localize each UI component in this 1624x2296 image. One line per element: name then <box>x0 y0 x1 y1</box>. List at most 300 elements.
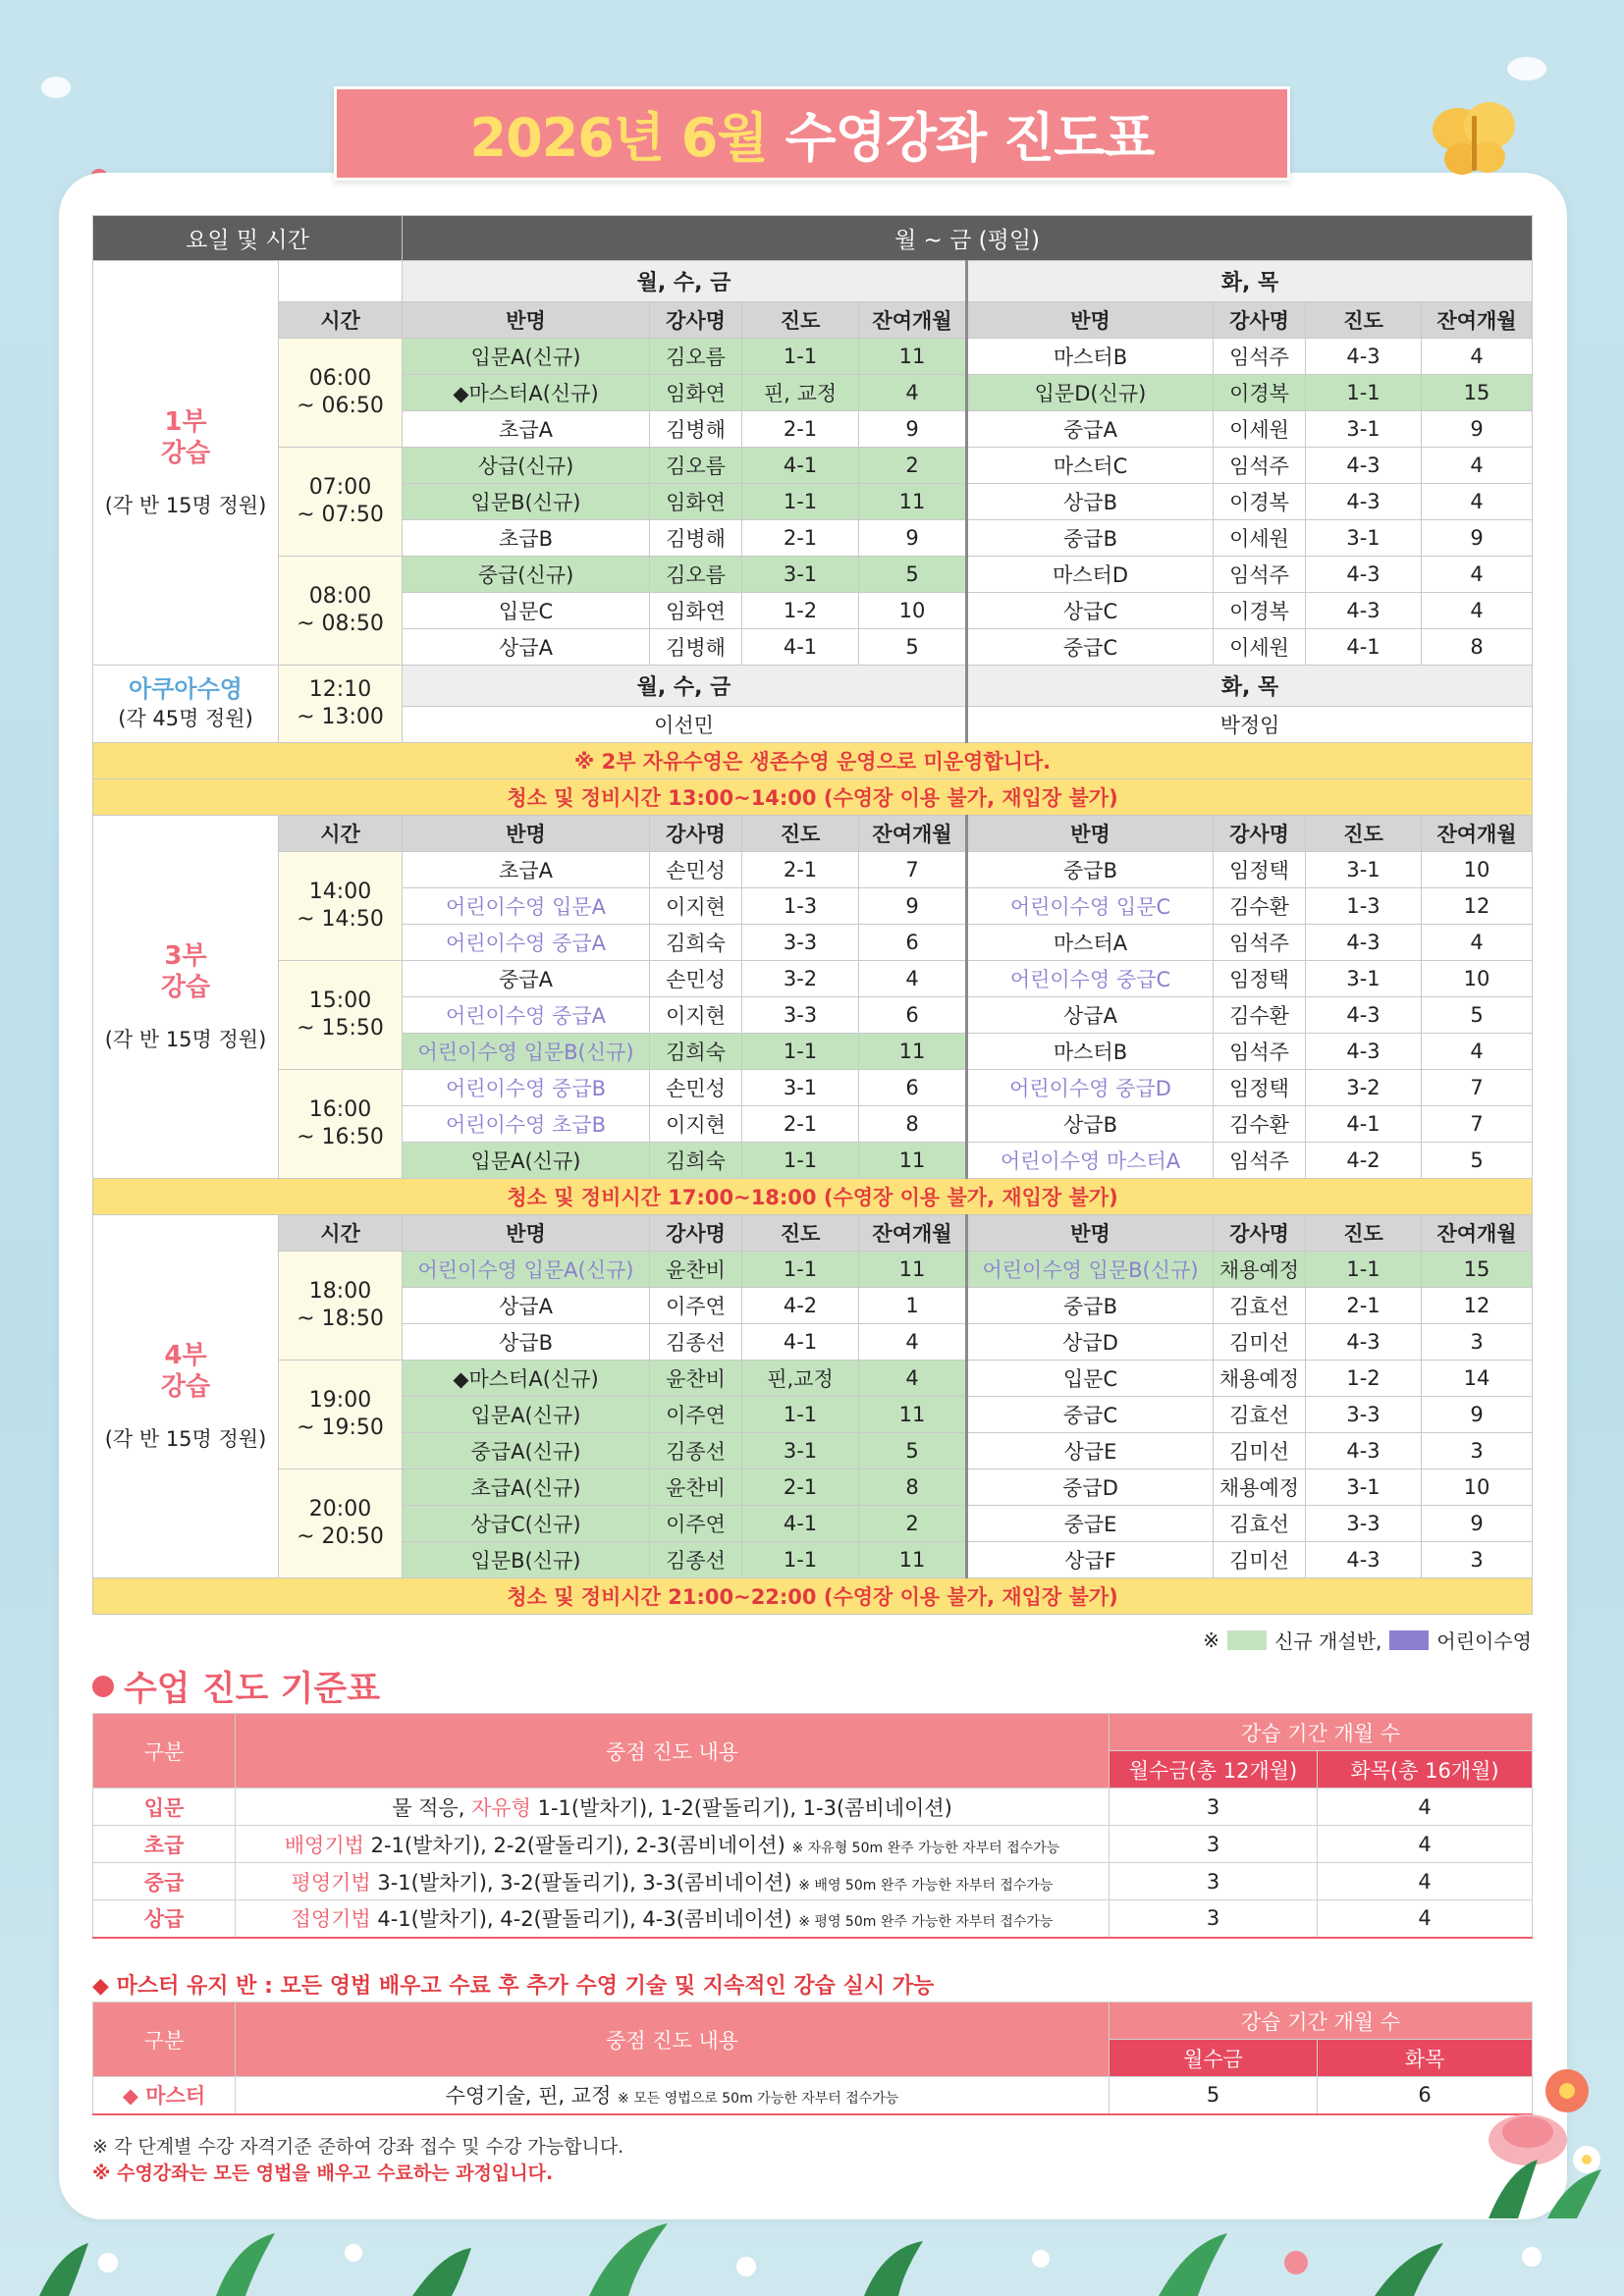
time-slot-cell <box>279 1469 403 1578</box>
progress-cell: 4-1 <box>742 629 859 666</box>
content-stroke: 평영기법 <box>291 1870 371 1895</box>
progress-cell: 3-3 <box>742 925 859 961</box>
flower-decoration-icon <box>1469 2052 1606 2218</box>
time-start: 20:00 <box>308 1497 372 1522</box>
progress-cell: 4-1 <box>742 448 859 484</box>
progress-header-row <box>93 1714 1533 1751</box>
remain-months-cell: 4 <box>1422 448 1533 484</box>
column-header-row <box>93 1215 1533 1252</box>
teacher-cell: 임석주 <box>1214 925 1306 961</box>
schedule-row <box>93 339 1533 375</box>
remain-months-cell: 11 <box>859 1143 967 1179</box>
progress-cell: 1-3 <box>742 888 859 925</box>
header-months: 강습 기간 개월 수 <box>1110 2002 1533 2040</box>
table-header-row <box>93 216 1533 261</box>
class-name-cell: 중급E <box>967 1506 1214 1542</box>
remain-months-cell: 10 <box>1422 1469 1533 1506</box>
progress-cell: 1-1 <box>742 484 859 520</box>
progress-cell: 1-1 <box>742 1252 859 1288</box>
part2-notice-row <box>93 743 1533 779</box>
progress-cell: 1-1 <box>742 1542 859 1578</box>
progress-cell: 1-2 <box>742 593 859 629</box>
progress-cell: 2-1 <box>742 1469 859 1506</box>
title-main: 수영강좌 진도표 <box>785 106 1155 169</box>
aqua-note: (각 45명 정원) <box>118 707 253 730</box>
months-mwf-cell: 3 <box>1110 1826 1318 1863</box>
teacher-cell: 김종선 <box>650 1542 742 1578</box>
teacher-cell: 김희숙 <box>650 1034 742 1070</box>
class-name-cell: 마스터B <box>967 1034 1214 1070</box>
class-name-cell: 마스터A <box>967 925 1214 961</box>
class-name-cell: 상급(신규) <box>403 448 650 484</box>
teacher-cell: 임석주 <box>1214 1034 1306 1070</box>
day-group-mwf: 월, 수, 금 <box>403 261 967 302</box>
col-header-progress: 진도 <box>1306 302 1422 339</box>
col-header-progress: 진도 <box>1306 1215 1422 1252</box>
part-label-title <box>95 406 276 469</box>
class-name-cell: 중급C <box>967 1397 1214 1433</box>
progress-cell: 1-2 <box>1306 1361 1422 1397</box>
remain-months-cell: 2 <box>859 1506 967 1542</box>
class-name-cell: 어린이수영 중급C <box>967 961 1214 997</box>
class-schedule-table <box>92 215 1533 1615</box>
bullet-icon <box>92 1676 114 1697</box>
teacher-cell: 채용예정 <box>1214 1252 1306 1288</box>
remain-months-cell: 3 <box>1422 1542 1533 1578</box>
progress-cell: 4-3 <box>1306 1034 1422 1070</box>
progress-cell: 1-3 <box>1306 888 1422 925</box>
teacher-cell: 김오름 <box>650 448 742 484</box>
content-cell <box>236 2077 1110 2114</box>
break-notice: 청소 및 정비시간 17:00~18:00 (수영장 이용 불가, 재입장 불가) <box>93 1179 1533 1215</box>
remain-months-cell: 5 <box>1422 1143 1533 1179</box>
class-name-cell: 어린이수영 중급D <box>967 1070 1214 1106</box>
level-cell: 초급 <box>93 1826 236 1863</box>
day-group-row <box>93 261 1533 302</box>
progress-section-heading <box>92 1662 380 1711</box>
col-header-class: 반명 <box>403 816 650 852</box>
class-name-cell: 중급(신규) <box>403 557 650 593</box>
progress-row <box>93 1900 1533 1938</box>
teacher-cell: 윤찬비 <box>650 1252 742 1288</box>
progress-cell: 3-1 <box>1306 1469 1422 1506</box>
break-notice-row <box>93 1179 1533 1215</box>
progress-cell: 2-1 <box>742 852 859 888</box>
day-group-blank <box>279 261 403 302</box>
remain-months-cell: 3 <box>1422 1324 1533 1361</box>
class-name-cell: 중급B <box>967 852 1214 888</box>
remain-months-cell: 15 <box>1422 375 1533 411</box>
day-group-tt: 화, 목 <box>967 261 1533 302</box>
remain-months-cell: 7 <box>1422 1070 1533 1106</box>
part-label-line1: 1부 <box>164 406 207 437</box>
legend-kid-label: 어린이수영 <box>1436 1629 1532 1653</box>
remain-months-cell: 9 <box>859 888 967 925</box>
col-header-teacher: 강사명 <box>650 1215 742 1252</box>
content-body: 4-1(발차기), 4-2(팔돌리기), 4-3(콤비네이션) <box>370 1907 799 1932</box>
content-condition: ※ 자유형 50m 완주 가능한 자부터 접수가능 <box>791 1840 1060 1856</box>
part-label-cell <box>93 1215 279 1578</box>
remain-months-cell: 12 <box>1422 1288 1533 1324</box>
header-category: 구분 <box>93 2002 236 2077</box>
progress-cell: 3-1 <box>742 1433 859 1469</box>
class-name-cell: 입문C <box>967 1361 1214 1397</box>
teacher-cell: 임정택 <box>1214 961 1306 997</box>
remain-months-cell: 2 <box>859 448 967 484</box>
content-cell <box>236 1900 1110 1938</box>
teacher-cell: 김효선 <box>1214 1397 1306 1433</box>
remain-months-cell: 5 <box>859 1433 967 1469</box>
months-tt-cell: 4 <box>1318 1826 1533 1863</box>
remain-months-cell: 10 <box>859 593 967 629</box>
teacher-cell: 이지현 <box>650 888 742 925</box>
remain-months-cell: 9 <box>859 411 967 448</box>
progress-cell: 4-3 <box>1306 1324 1422 1361</box>
progress-cell: 4-3 <box>1306 997 1422 1034</box>
teacher-cell: 김오름 <box>650 339 742 375</box>
aqua-teacher-tt: 박정임 <box>967 707 1533 743</box>
class-name-cell: 상급E <box>967 1433 1214 1469</box>
progress-cell: 1-1 <box>1306 1252 1422 1288</box>
col-header-remain: 잔여개월 <box>859 1215 967 1252</box>
progress-cell: 핀,교정 <box>742 1361 859 1397</box>
content-body: 3-1(발차기), 3-2(팔돌리기), 3-3(콤비네이션) <box>370 1870 799 1895</box>
content-stroke: 배영기법 <box>284 1833 364 1857</box>
time-slot-cell <box>279 1361 403 1469</box>
class-name-cell: 초급A(신규) <box>403 1469 650 1506</box>
schedule-row <box>93 961 1533 997</box>
content-body: 1-1(발차기), 1-2(팔돌리기), 1-3(콤비네이션) <box>530 1795 952 1820</box>
remain-months-cell: 5 <box>859 629 967 666</box>
decor-dot <box>1507 57 1546 80</box>
footnote-course: ※ 수영강좌는 모든 영법을 배우고 수료하는 과정입니다. <box>92 2163 554 2184</box>
part-label-line1: 3부 <box>164 940 207 971</box>
title-month: 2026년 6월 <box>469 106 768 169</box>
teacher-cell: 김병해 <box>650 629 742 666</box>
class-name-cell: 초급A <box>403 852 650 888</box>
master-row <box>93 2077 1533 2114</box>
progress-cell: 4-3 <box>1306 484 1422 520</box>
level-cell: 중급 <box>93 1863 236 1900</box>
content-condition: ※ 평영 50m 완주 가능한 자부터 접수가능 <box>798 1914 1054 1931</box>
progress-cell: 4-3 <box>1306 593 1422 629</box>
remain-months-cell: 9 <box>1422 1397 1533 1433</box>
col-header-class: 반명 <box>967 816 1214 852</box>
remain-months-cell: 6 <box>859 925 967 961</box>
teacher-cell: 임화연 <box>650 375 742 411</box>
schedule-row <box>93 1469 1533 1506</box>
time-slot-cell <box>279 1070 403 1179</box>
teacher-cell: 임정택 <box>1214 1070 1306 1106</box>
class-name-cell: 중급C <box>967 629 1214 666</box>
col-header-time: 시간 <box>279 302 403 339</box>
progress-cell: 3-1 <box>742 1070 859 1106</box>
content-stroke: 자유형 <box>471 1795 531 1820</box>
class-name-cell: 입문D(신규) <box>967 375 1214 411</box>
class-name-cell: 초급A <box>403 411 650 448</box>
schedule-row <box>93 1361 1533 1397</box>
progress-row <box>93 1826 1533 1863</box>
class-name-cell: 상급D <box>967 1324 1214 1361</box>
class-name-cell: 중급B <box>967 1288 1214 1324</box>
teacher-cell: 채용예정 <box>1214 1469 1306 1506</box>
progress-cell: 핀, 교정 <box>742 375 859 411</box>
content-body: 2-1(발차기), 2-2(팔돌리기), 2-3(콤비네이션) <box>363 1833 792 1857</box>
months-tt-cell: 4 <box>1318 1789 1533 1826</box>
class-name-cell: 어린이수영 초급B <box>403 1106 650 1143</box>
teacher-cell: 김수환 <box>1214 888 1306 925</box>
col-header-progress: 진도 <box>742 1215 859 1252</box>
remain-months-cell: 8 <box>1422 629 1533 666</box>
time-slot-cell <box>279 852 403 961</box>
remain-months-cell: 11 <box>859 484 967 520</box>
schedule-row <box>93 557 1533 593</box>
time-start: 06:00 <box>308 366 372 391</box>
part-label-line2: 강습 <box>160 972 211 1002</box>
months-mwf-cell: 3 <box>1110 1789 1318 1826</box>
remain-months-cell: 7 <box>859 852 967 888</box>
remain-months-cell: 9 <box>1422 1506 1533 1542</box>
remain-months-cell: 4 <box>859 961 967 997</box>
page-title <box>334 86 1290 181</box>
remain-months-cell: 4 <box>1422 925 1533 961</box>
progress-cell: 3-1 <box>1306 411 1422 448</box>
progress-cell: 1-1 <box>742 339 859 375</box>
col-header-teacher: 강사명 <box>650 816 742 852</box>
part-label-note: (각 반 15명 정원) <box>104 1027 267 1051</box>
remain-months-cell: 8 <box>859 1106 967 1143</box>
class-name-cell: 입문A(신규) <box>403 1143 650 1179</box>
teacher-cell: 이경복 <box>1214 484 1306 520</box>
progress-cell: 3-1 <box>1306 520 1422 557</box>
footnote-eligibility: ※ 각 단계별 수강 자격기준 준하여 강좌 접수 및 수강 가능합니다. <box>92 2136 624 2158</box>
schedule-row <box>93 1252 1533 1288</box>
teacher-cell: 김종선 <box>650 1433 742 1469</box>
remain-months-cell: 4 <box>1422 557 1533 593</box>
master-header-row <box>93 2002 1533 2040</box>
time-end: ~ 20:50 <box>297 1524 384 1549</box>
col-header-progress: 진도 <box>742 816 859 852</box>
teacher-cell: 채용예정 <box>1214 1361 1306 1397</box>
part2-notice: ※ 2부 자유수영은 생존수영 운영으로 미운영합니다. <box>93 743 1533 779</box>
class-name-cell: 입문B(신규) <box>403 1542 650 1578</box>
aqua-group-tt: 화, 목 <box>967 666 1533 707</box>
teacher-cell: 이세원 <box>1214 629 1306 666</box>
time-end: ~ 15:50 <box>297 1016 384 1041</box>
column-header-row <box>93 302 1533 339</box>
progress-heading-text: 수업 진도 기준표 <box>124 1670 381 1709</box>
teacher-cell: 김병해 <box>650 411 742 448</box>
remain-months-cell: 6 <box>859 1070 967 1106</box>
class-name-cell: 상급C <box>967 593 1214 629</box>
remain-months-cell: 11 <box>859 339 967 375</box>
content-cell <box>236 1789 1110 1826</box>
legend-new-label: 신규 개설반, <box>1274 1629 1382 1653</box>
break-notice: 청소 및 정비시간 21:00~22:00 (수영장 이용 불가, 재입장 불가) <box>93 1578 1533 1615</box>
remain-months-cell: 14 <box>1422 1361 1533 1397</box>
teacher-cell: 이세원 <box>1214 520 1306 557</box>
schedule-row <box>93 852 1533 888</box>
part-label-line1: 4부 <box>164 1340 207 1370</box>
progress-cell: 3-1 <box>742 557 859 593</box>
col-header-teacher: 강사명 <box>650 302 742 339</box>
progress-cell: 3-3 <box>1306 1506 1422 1542</box>
progress-cell: 1-1 <box>742 1397 859 1433</box>
class-name-cell: ◆마스터A(신규) <box>403 375 650 411</box>
class-name-cell: 상급A <box>967 997 1214 1034</box>
content-condition: ※ 모든 영법으로 50m 가능한 자부터 접수가능 <box>618 2091 899 2108</box>
level-cell: 입문 <box>93 1789 236 1826</box>
col-header-remain: 잔여개월 <box>1422 816 1533 852</box>
remain-months-cell: 4 <box>859 375 967 411</box>
legend-swatch-new <box>1227 1630 1267 1650</box>
level-cell: 상급 <box>93 1900 236 1938</box>
class-name-cell: 어린이수영 입문A(신규) <box>403 1252 650 1288</box>
teacher-cell: 이경복 <box>1214 593 1306 629</box>
class-name-cell: 입문A(신규) <box>403 1397 650 1433</box>
class-name-cell: ◆마스터A(신규) <box>403 1361 650 1397</box>
part-label-note: (각 반 15명 정원) <box>104 493 267 517</box>
teacher-cell: 김종선 <box>650 1324 742 1361</box>
time-slot-cell <box>279 1252 403 1361</box>
remain-months-cell: 4 <box>1422 593 1533 629</box>
part-label-line2: 강습 <box>160 1371 211 1402</box>
teacher-cell: 이세원 <box>1214 411 1306 448</box>
header-tt: 화목 <box>1318 2040 1533 2077</box>
teacher-cell: 윤찬비 <box>650 1469 742 1506</box>
remain-months-cell: 11 <box>859 1542 967 1578</box>
remain-months-cell: 15 <box>1422 1252 1533 1288</box>
teacher-cell: 이경복 <box>1214 375 1306 411</box>
col-header-class: 반명 <box>967 302 1214 339</box>
class-name-cell: 어린이수영 입문C <box>967 888 1214 925</box>
schedule-row <box>93 448 1533 484</box>
remain-months-cell: 4 <box>1422 484 1533 520</box>
part-label-title <box>95 940 276 1003</box>
class-name-cell: 입문B(신규) <box>403 484 650 520</box>
time-start: 18:00 <box>308 1279 372 1304</box>
time-start: 15:00 <box>308 988 372 1013</box>
months-tt-cell: 6 <box>1318 2077 1533 2114</box>
col-header-remain: 잔여개월 <box>1422 1215 1533 1252</box>
progress-cell: 4-3 <box>1306 557 1422 593</box>
teacher-cell: 이지현 <box>650 997 742 1034</box>
class-name-cell: 마스터B <box>967 339 1214 375</box>
remain-months-cell: 1 <box>859 1288 967 1324</box>
aqua-teacher-mwf: 이선민 <box>403 707 967 743</box>
progress-cell: 4-3 <box>1306 339 1422 375</box>
time-end: ~ 08:50 <box>297 612 384 636</box>
teacher-cell: 손민성 <box>650 852 742 888</box>
progress-cell: 4-1 <box>1306 629 1422 666</box>
col-header-class: 반명 <box>967 1215 1214 1252</box>
class-name-cell: 어린이수영 입문A <box>403 888 650 925</box>
time-end: ~ 07:50 <box>297 503 384 527</box>
class-name-cell: 어린이수영 입문B(신규) <box>403 1034 650 1070</box>
time-start: 19:00 <box>308 1388 372 1413</box>
remain-months-cell: 11 <box>859 1397 967 1433</box>
class-name-cell: 마스터D <box>967 557 1214 593</box>
remain-months-cell: 9 <box>1422 520 1533 557</box>
time-end: ~ 16:50 <box>297 1125 384 1149</box>
teacher-cell: 김미선 <box>1214 1542 1306 1578</box>
remain-months-cell: 5 <box>859 557 967 593</box>
remain-months-cell: 3 <box>1422 1433 1533 1469</box>
teacher-cell: 김수환 <box>1214 997 1306 1034</box>
legend-swatch-kid <box>1389 1630 1429 1650</box>
class-name-cell: 중급A(신규) <box>403 1433 650 1469</box>
class-name-cell: 입문C <box>403 593 650 629</box>
class-name-cell: 중급A <box>967 411 1214 448</box>
time-end: ~ 13:00 <box>297 705 384 729</box>
class-name-cell: 어린이수영 마스터A <box>967 1143 1214 1179</box>
content-stroke: 접영기법 <box>291 1907 371 1932</box>
months-tt-cell: 4 <box>1318 1900 1533 1938</box>
part-label-note: (각 반 15명 정원) <box>104 1426 267 1451</box>
progress-row <box>93 1863 1533 1900</box>
progress-cell: 3-2 <box>742 961 859 997</box>
remain-months-cell: 4 <box>1422 1034 1533 1070</box>
aqua-group-mwf: 월, 수, 금 <box>403 666 967 707</box>
time-slot-cell <box>279 557 403 666</box>
teacher-cell: 김병해 <box>650 520 742 557</box>
remain-months-cell: 9 <box>859 520 967 557</box>
class-name-cell: 상급B <box>403 1324 650 1361</box>
months-mwf-cell: 5 <box>1110 2077 1318 2114</box>
header-tt: 화목(총 16개월) <box>1318 1751 1533 1789</box>
remain-months-cell: 4 <box>859 1324 967 1361</box>
part-label-cell <box>93 816 279 1179</box>
teacher-cell: 김오름 <box>650 557 742 593</box>
col-header-teacher: 강사명 <box>1214 1215 1306 1252</box>
col-header-remain: 잔여개월 <box>859 816 967 852</box>
class-name-cell: 어린이수영 중급A <box>403 997 650 1034</box>
teacher-cell: 임석주 <box>1214 1143 1306 1179</box>
header-content: 중점 진도 내용 <box>236 1714 1110 1789</box>
progress-cell: 4-2 <box>1306 1143 1422 1179</box>
time-slot-cell <box>279 448 403 557</box>
time-end: ~ 06:50 <box>297 394 384 418</box>
col-header-teacher: 강사명 <box>1214 302 1306 339</box>
class-name-cell: 어린이수영 중급B <box>403 1070 650 1106</box>
remain-months-cell: 10 <box>1422 852 1533 888</box>
content-body: 수영기술, 핀, 교정 <box>445 2084 619 2109</box>
progress-cell: 4-3 <box>1306 925 1422 961</box>
remain-months-cell: 12 <box>1422 888 1533 925</box>
butterfly-icon <box>1429 96 1519 187</box>
header-months: 강습 기간 개월 수 <box>1110 1714 1533 1751</box>
header-mwf: 월수금 <box>1110 2040 1318 2077</box>
progress-row <box>93 1789 1533 1826</box>
break-notice: 청소 및 정비시간 13:00~14:00 (수영장 이용 불가, 재입장 불가) <box>93 779 1533 816</box>
time-start: 16:00 <box>308 1097 372 1122</box>
col-header-progress: 진도 <box>742 302 859 339</box>
progress-cell: 4-3 <box>1306 1542 1422 1578</box>
remain-months-cell: 7 <box>1422 1106 1533 1143</box>
aqua-time-cell <box>279 666 403 743</box>
months-mwf-cell: 3 <box>1110 1863 1318 1900</box>
class-name-cell: 상급F <box>967 1542 1214 1578</box>
col-header-time: 시간 <box>279 1215 403 1252</box>
content-condition: ※ 배영 50m 완주 가능한 자부터 접수가능 <box>798 1877 1054 1894</box>
teacher-cell: 임화연 <box>650 593 742 629</box>
col-header-remain: 잔여개월 <box>1422 302 1533 339</box>
header-category: 구분 <box>93 1714 236 1789</box>
col-header-progress: 진도 <box>1306 816 1422 852</box>
level-cell: ◆ 마스터 <box>93 2077 236 2114</box>
master-class-table <box>92 2002 1533 2115</box>
class-name-cell: 중급B <box>967 520 1214 557</box>
